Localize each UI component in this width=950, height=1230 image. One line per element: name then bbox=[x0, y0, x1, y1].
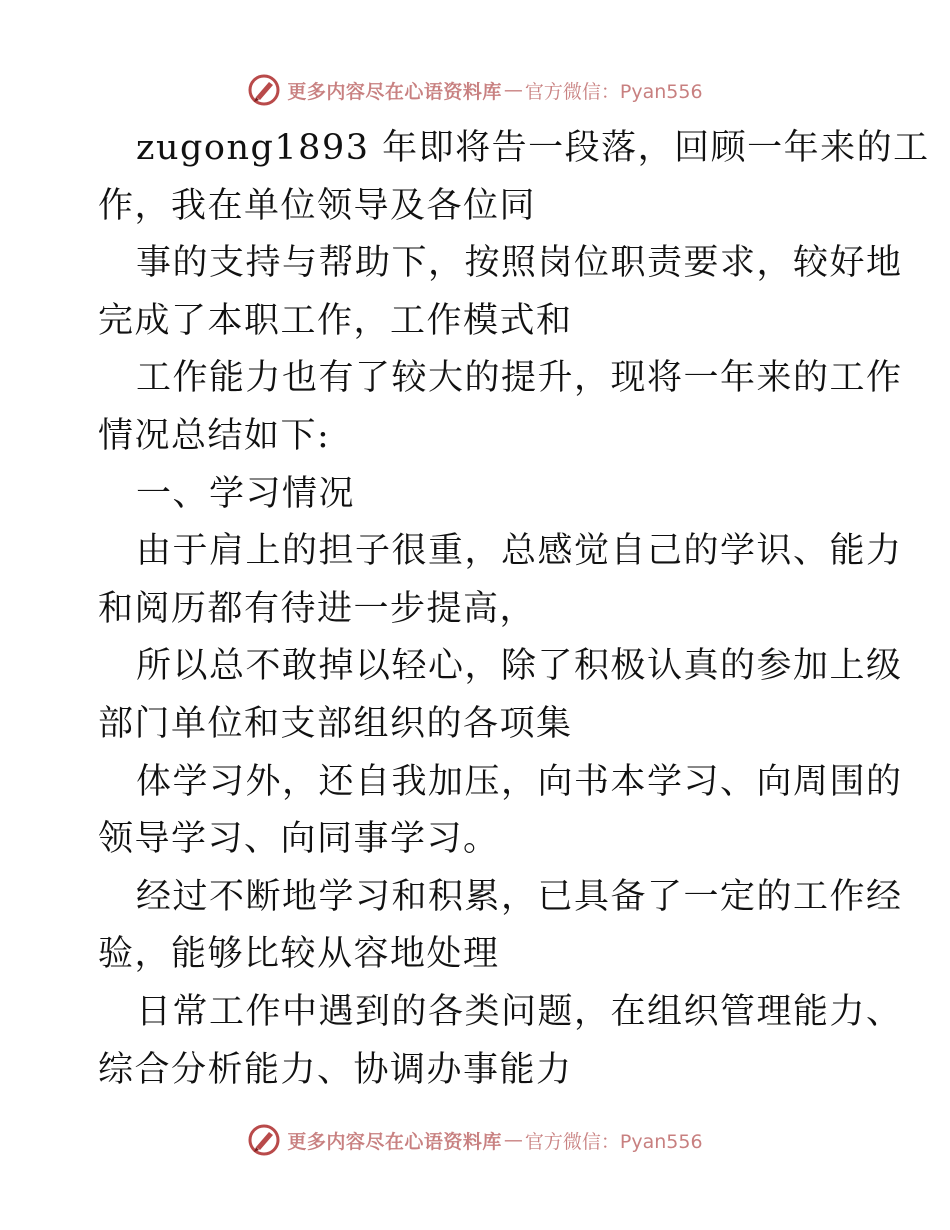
banner-dash: — bbox=[503, 79, 523, 101]
body-line: 工作能力也有了较大的提升，现将一年来的工作 bbox=[136, 358, 903, 399]
body-line: 综合分析能力、协调办事能力 bbox=[98, 1049, 573, 1090]
body-line: 经过不断地学习和积累，已具备了一定的工作经 bbox=[136, 876, 903, 917]
body-line: 所以总不敢掉以轻心，除了积极认真的参加上级 bbox=[136, 646, 903, 687]
banner-text: 更多内容尽在心语资料库 bbox=[287, 80, 502, 103]
banner-wechat: 官方微信：Pyan556 bbox=[524, 80, 703, 103]
body-line: zugong1893 年即将告一段落，回顾一年来的工 bbox=[136, 128, 930, 168]
body-line: 领导学习、向同事学习。 bbox=[98, 819, 500, 860]
body-line: 事的支持与帮助下，按照岗位职责要求，较好地 bbox=[136, 243, 903, 284]
body-line: 和阅历都有待进一步提高， bbox=[98, 588, 537, 629]
body-line: 验，能够比较从容地处理 bbox=[98, 934, 500, 975]
banner-dash: — bbox=[503, 1129, 523, 1151]
body-line: 由于肩上的担子很重，总感觉自己的学识、能力 bbox=[136, 531, 903, 572]
body-line: 完成了本职工作，工作模式和 bbox=[98, 300, 573, 341]
body-line: 情况总结如下: bbox=[98, 415, 331, 456]
pen-logo-icon bbox=[247, 1123, 281, 1157]
body-line: 日常工作中遇到的各类问题，在组织管理能力、 bbox=[136, 991, 903, 1032]
header-banner bbox=[0, 70, 950, 110]
body-line: 体学习外，还自我加压，向书本学习、向周围的 bbox=[136, 761, 903, 802]
body-line: 作，我在单位领导及各位同 bbox=[98, 185, 537, 226]
body-line: 部门单位和支部组织的各项集 bbox=[98, 703, 573, 744]
section-heading: 一、学习情况 bbox=[136, 473, 356, 514]
footer-banner bbox=[0, 1120, 950, 1160]
pen-logo-icon bbox=[247, 73, 281, 107]
banner-wechat: 官方微信：Pyan556 bbox=[524, 1130, 703, 1153]
banner-text: 更多内容尽在心语资料库 bbox=[287, 1130, 502, 1153]
document-body bbox=[98, 120, 930, 1099]
